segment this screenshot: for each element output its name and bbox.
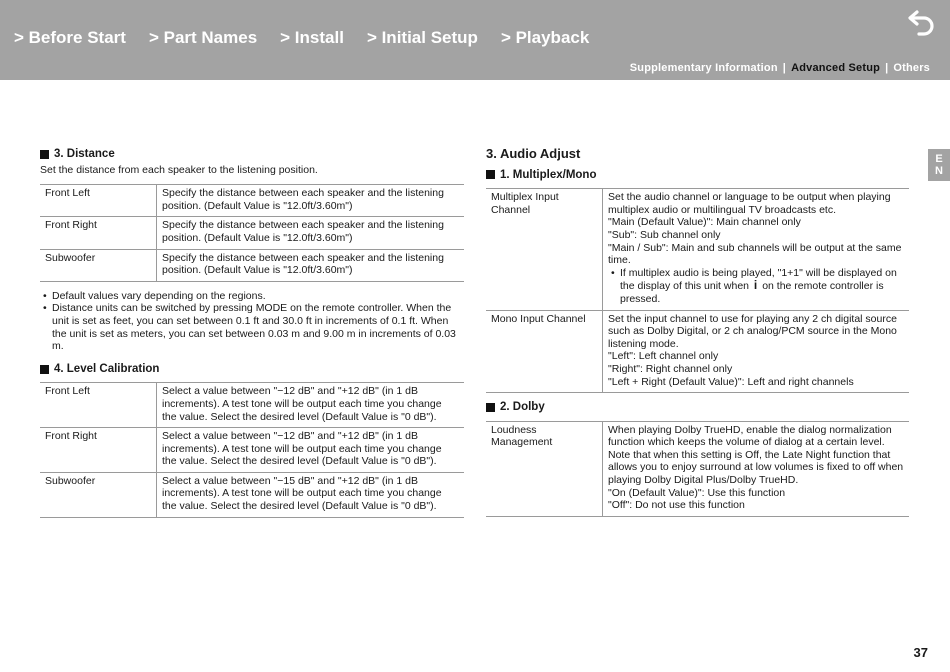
audio-adjust-title: 3. Audio Adjust	[486, 146, 581, 161]
right-column	[486, 148, 909, 517]
language-tab: E N	[928, 149, 950, 181]
table-row	[40, 217, 464, 249]
distance-heading	[40, 148, 464, 161]
table-value: Select a value between "−12 dB" and "+12 dB" (in 1 dB increments). A test tone will be output each time you change the value. Select the desired level (Default Value is "0 dB").	[157, 428, 465, 473]
table-key: Front Left	[40, 185, 157, 217]
value-text: "Off": Do not use this function	[608, 499, 745, 512]
value-text: When playing Dolby TrueHD, enable the dialog normalization function which keeps the volume of dialog at a certain level. Note that when this setting is Off, the Late Night function that allows you to enjoy surround at low volumes is fixed to off when playing Dolby Digital Plus/Dolby TrueHD.	[608, 423, 904, 487]
nav-before-start[interactable]: > Before Start	[14, 28, 126, 47]
list-item: • Default values vary depending on the regions.	[40, 290, 464, 303]
multiplex-table	[486, 188, 909, 393]
dolby-heading-text: 2. Dolby	[500, 401, 545, 414]
list-item: • Distance units can be switched by pressing MODE on the remote controller. When the unit is set as feet, you can set between 0.1 ft and 30.0 ft in increments of 0.1 ft. When the unit is set as meters, you can set between 0.03 m and 9.00 m in increments of 0.03 m.	[40, 302, 464, 352]
distance-notes	[40, 290, 464, 353]
table-row	[40, 428, 464, 473]
subnav-separator: |	[885, 62, 889, 74]
table-key: Front Left	[40, 383, 157, 428]
value-text: "Right": Right channel only	[608, 362, 733, 375]
table-value	[603, 310, 910, 393]
value-text: "Left + Right (Default Value)": Left and right channels	[608, 375, 854, 388]
table-value: Select a value between "−12 dB" and "+12 dB" (in 1 dB increments). A test tone will be output each time you change the value. Select the desired level (Default Value is "0 dB").	[157, 383, 465, 428]
subnav-advanced-setup[interactable]: Advanced Setup	[791, 62, 881, 74]
multiplex-heading-text: 1. Multiplex/Mono	[500, 168, 597, 181]
sub-nav	[630, 62, 930, 74]
table-key: Mono Input Channel	[486, 310, 603, 393]
value-text: Set the input channel to use for playing any 2 ch digital source such as Dolby Digital, or 2 ch analog/PCM source in the Mono listening mode.	[608, 312, 897, 350]
dolby-table	[486, 421, 909, 517]
level-heading-text: 4. Level Calibration	[54, 362, 160, 375]
header-bar	[0, 0, 950, 80]
distance-heading-text: 3. Distance	[54, 148, 115, 160]
table-row	[40, 472, 464, 517]
value-text: "Left": Left channel only	[608, 350, 719, 363]
nav-part-names[interactable]: > Part Names	[148, 28, 258, 47]
info-button-icon: i	[753, 278, 758, 293]
table-key: Subwoofer	[40, 249, 157, 281]
table-key: Multiplex Input Channel	[486, 189, 603, 310]
value-text: "Main / Sub": Main and sub channels will be output at the same time.	[608, 241, 902, 267]
table-value	[603, 421, 910, 516]
distance-table	[40, 184, 464, 282]
table-key: Loudness Management	[486, 421, 603, 516]
table-row	[40, 249, 464, 281]
subnav-supplementary[interactable]: Supplementary Information	[629, 62, 778, 74]
table-row	[40, 185, 464, 217]
table-row	[486, 310, 909, 393]
page-number: 37	[913, 645, 928, 660]
table-key: Front Right	[40, 428, 157, 473]
nav-initial-setup[interactable]: > Initial Setup	[366, 28, 478, 47]
value-text: "Main (Default Value)": Main channel only	[608, 216, 801, 229]
nav-install[interactable]: > Install	[280, 28, 344, 47]
table-key: Front Right	[40, 217, 157, 249]
table-value: Specify the distance between each speaker and the listening position. (Default Value is "12.0ft/3.60m")	[157, 217, 465, 249]
table-row	[486, 189, 909, 310]
bullet-text: on the remote controller is pressed.	[620, 280, 884, 305]
bullet-text: If multiplex audio is being played, "1+1" will be displayed on the display of this unit when	[620, 266, 897, 293]
nav-playback[interactable]: > Playback	[500, 28, 590, 47]
back-arrow-icon[interactable]	[906, 8, 938, 38]
value-text: "On (Default Value)": Use this function	[608, 486, 786, 499]
subnav-others[interactable]: Others	[893, 62, 930, 74]
table-value	[603, 189, 910, 310]
value-text: "Sub": Sub channel only	[608, 228, 721, 241]
table-value: Specify the distance between each speaker and the listening position. (Default Value is "12.0ft/3.60m")	[157, 249, 465, 281]
table-value: Select a value between "−15 dB" and "+12 dB" (in 1 dB increments). A test tone will be output each time you change the value. Select the desired level (Default Value is "0 dB").	[157, 472, 465, 517]
table-key: Subwoofer	[40, 472, 157, 517]
square-bullet-icon	[486, 403, 495, 412]
value-text: Set the audio channel or language to be output when playing multiplex audio or multilingual TV broadcasts etc.	[608, 191, 891, 216]
left-column	[40, 148, 464, 518]
level-calibration-table	[40, 382, 464, 517]
square-bullet-icon	[40, 150, 49, 159]
table-value: Specify the distance between each speaker and the listening position. (Default Value is "12.0ft/3.60m")	[157, 185, 465, 217]
multiplex-heading	[486, 169, 909, 182]
level-calibration-heading	[40, 363, 464, 376]
subnav-separator: |	[782, 62, 787, 74]
dolby-heading	[486, 401, 909, 414]
table-row	[486, 421, 909, 516]
square-bullet-icon	[486, 170, 495, 179]
list-item	[608, 267, 904, 306]
top-nav	[14, 28, 612, 48]
table-row	[40, 383, 464, 428]
distance-description: Set the distance from each speaker to the listening position.	[40, 163, 318, 176]
square-bullet-icon	[40, 365, 49, 374]
